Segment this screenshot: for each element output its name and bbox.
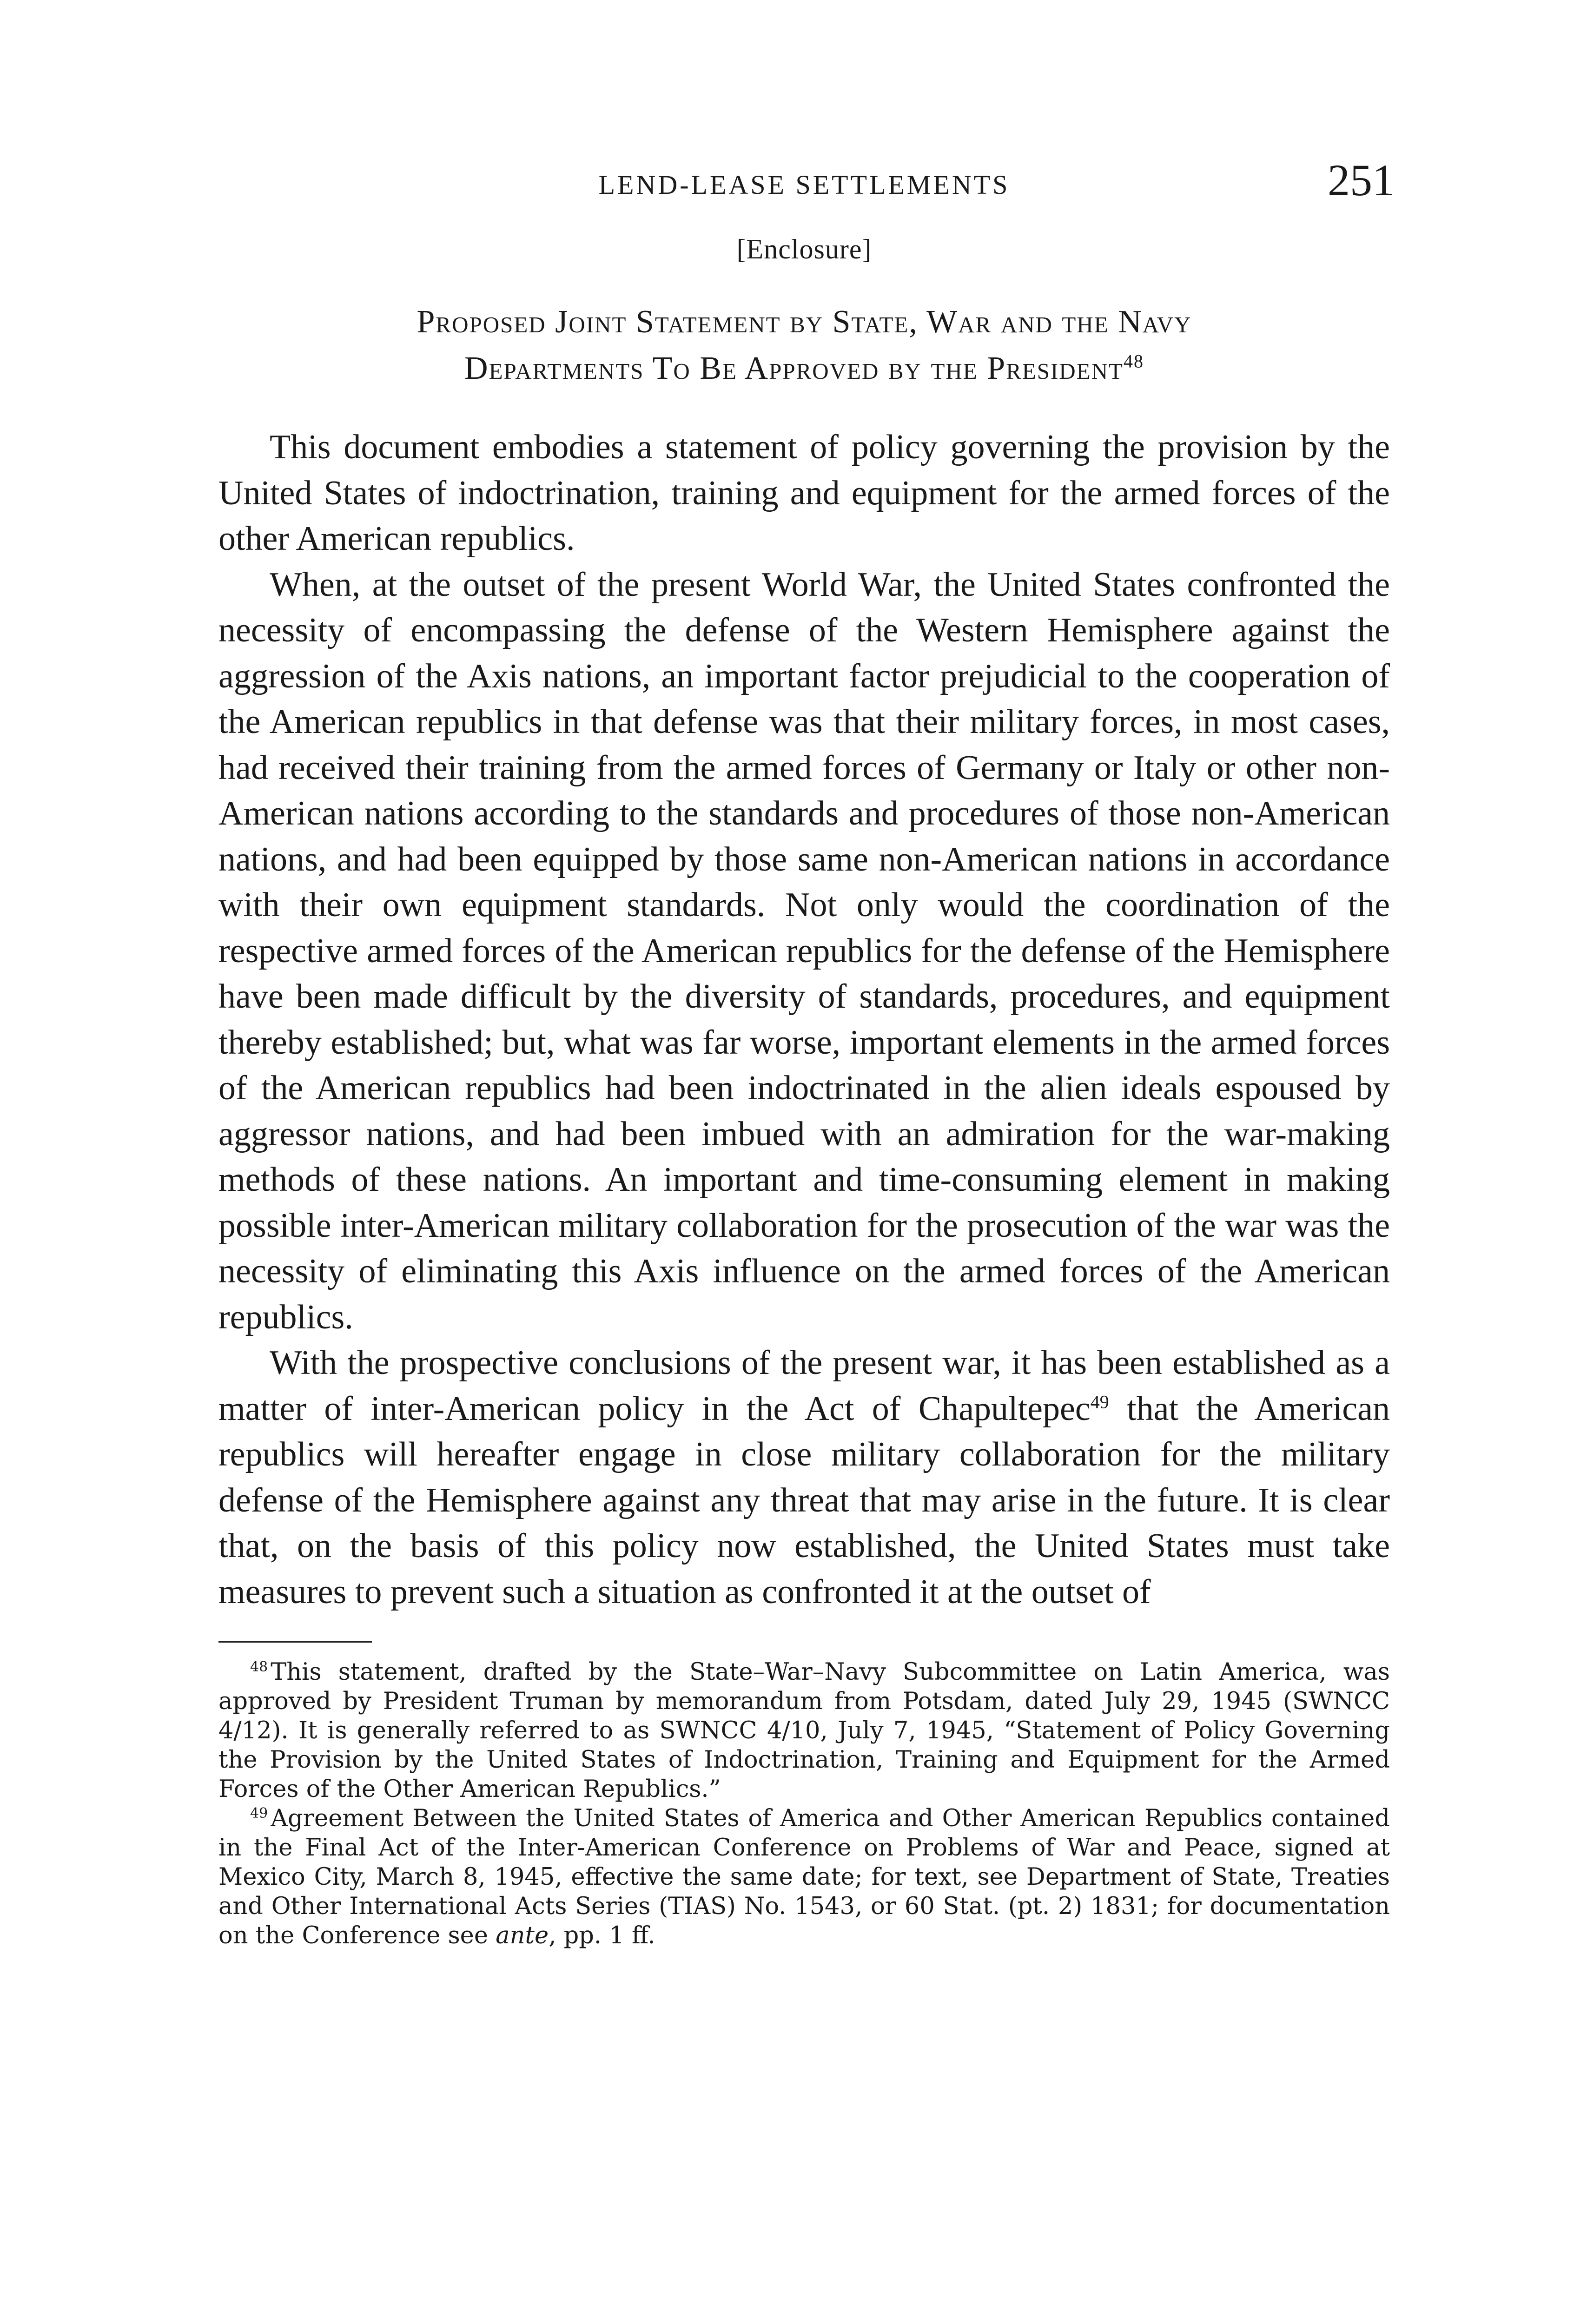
running-head [218, 155, 1395, 218]
footnote-text: This statement, drafted by the State–War–Navy Subcommittee on Latin America, was approved by President Truman by memorandum from Potsdam, dated July 29, 1945 (SWNCC 4/12). It is generally referred to as SWNCC 4/10, July 7, 1945, “Statement of Policy Governing the Provision by the United States of Indoctrination, Training and Equipment for the Armed Forces of the Other American Republics.” [218, 1658, 1390, 1803]
running-title: LEND-LEASE SETTLEMENTS [598, 170, 1010, 200]
footnote-text-part-a: Agreement Between the United States of America and Other American Republics contained in the Final Act of the Inter-American Conference on Problems of War and Peace, signed at Mexico City, March 8, 1945, effective the same date; for text, see Department of State, Treaties and Other International Acts Series (TIAS) No. 1543, or 60 Stat. (pt. 2) 1831; for documentation on the Conference see [218, 1805, 1390, 1949]
footnote-text-part-b: , pp. 1 ff. [549, 1922, 655, 1949]
paragraph-3 [218, 1340, 1390, 1615]
document-title-line-2 [218, 345, 1390, 392]
document-title-line-2-text: Departments To Be Approved by the President [464, 350, 1124, 386]
document-page [218, 155, 1395, 1950]
footnote-49 [218, 1804, 1390, 1950]
footnote-text-italic: ante [496, 1922, 549, 1949]
footnote-number: 48 [250, 1659, 268, 1675]
paragraph-3-part-b: that the American republics will hereafter engage in close military collaboration for the military defense of the Hemisphere against any threat that may arise in the future. It is clear that, on the basis of this policy now established, the United States must take measures to prevent such a situation as confronted it at the outset of [218, 1389, 1390, 1611]
footnotes [218, 1657, 1390, 1950]
document-title [218, 299, 1390, 392]
paragraph-1: This document embodies a statement of policy governing the provision by the United States of indoctrination, training and equipment for the armed forces of the other American republics. [218, 428, 1390, 558]
document-title-line-1: Proposed Joint Statement by State, War and the Navy [417, 304, 1192, 340]
body-text [218, 424, 1390, 1615]
paragraph-2: When, at the outset of the present World War, the United States confronted the necessity of encompassing the defense of the Western Hemisphere against the aggression of the Axis nations, an important factor prejudicial to the cooperation of the American republics in that defense was that their military forces, in most cases, had received their training from the armed forces of Germany or Italy or other non-American nations according to the standards and procedures of those non-American nations, and had been equipped by those same non-American nations in accordance with their own equipment standards. Not only would the coordination of the respective armed forces of the American republics for the defense of the Hemisphere have been made difficult by the diversity of standards, procedures, and equipment thereby established; but, what was far worse, important elements in the armed forces of the American republics had been indoctrinated in the alien ideals espoused by aggressor nations, and had been imbued with an admiration for the war-making methods of these nations. An important and time-consuming element in making possible inter-American military collaboration for the prosecution of the war was the necessity of eliminating this Axis influence on the armed forces of the American republics. [218, 565, 1390, 1336]
enclosure-label: [Enclosure] [736, 234, 872, 264]
page-number: 251 [1328, 155, 1395, 205]
footnote-48 [218, 1657, 1390, 1804]
paragraph-3-part-a: With the prospective conclusions of the present war, it has been established as a matter of inter-American policy in the Act of Chapultepec [218, 1344, 1390, 1428]
footnote-number: 49 [250, 1805, 268, 1822]
footnote-ref-48: 48 [1123, 350, 1144, 372]
footnote-divider [218, 1641, 372, 1643]
footnote-ref-49: 49 [1090, 1391, 1109, 1412]
